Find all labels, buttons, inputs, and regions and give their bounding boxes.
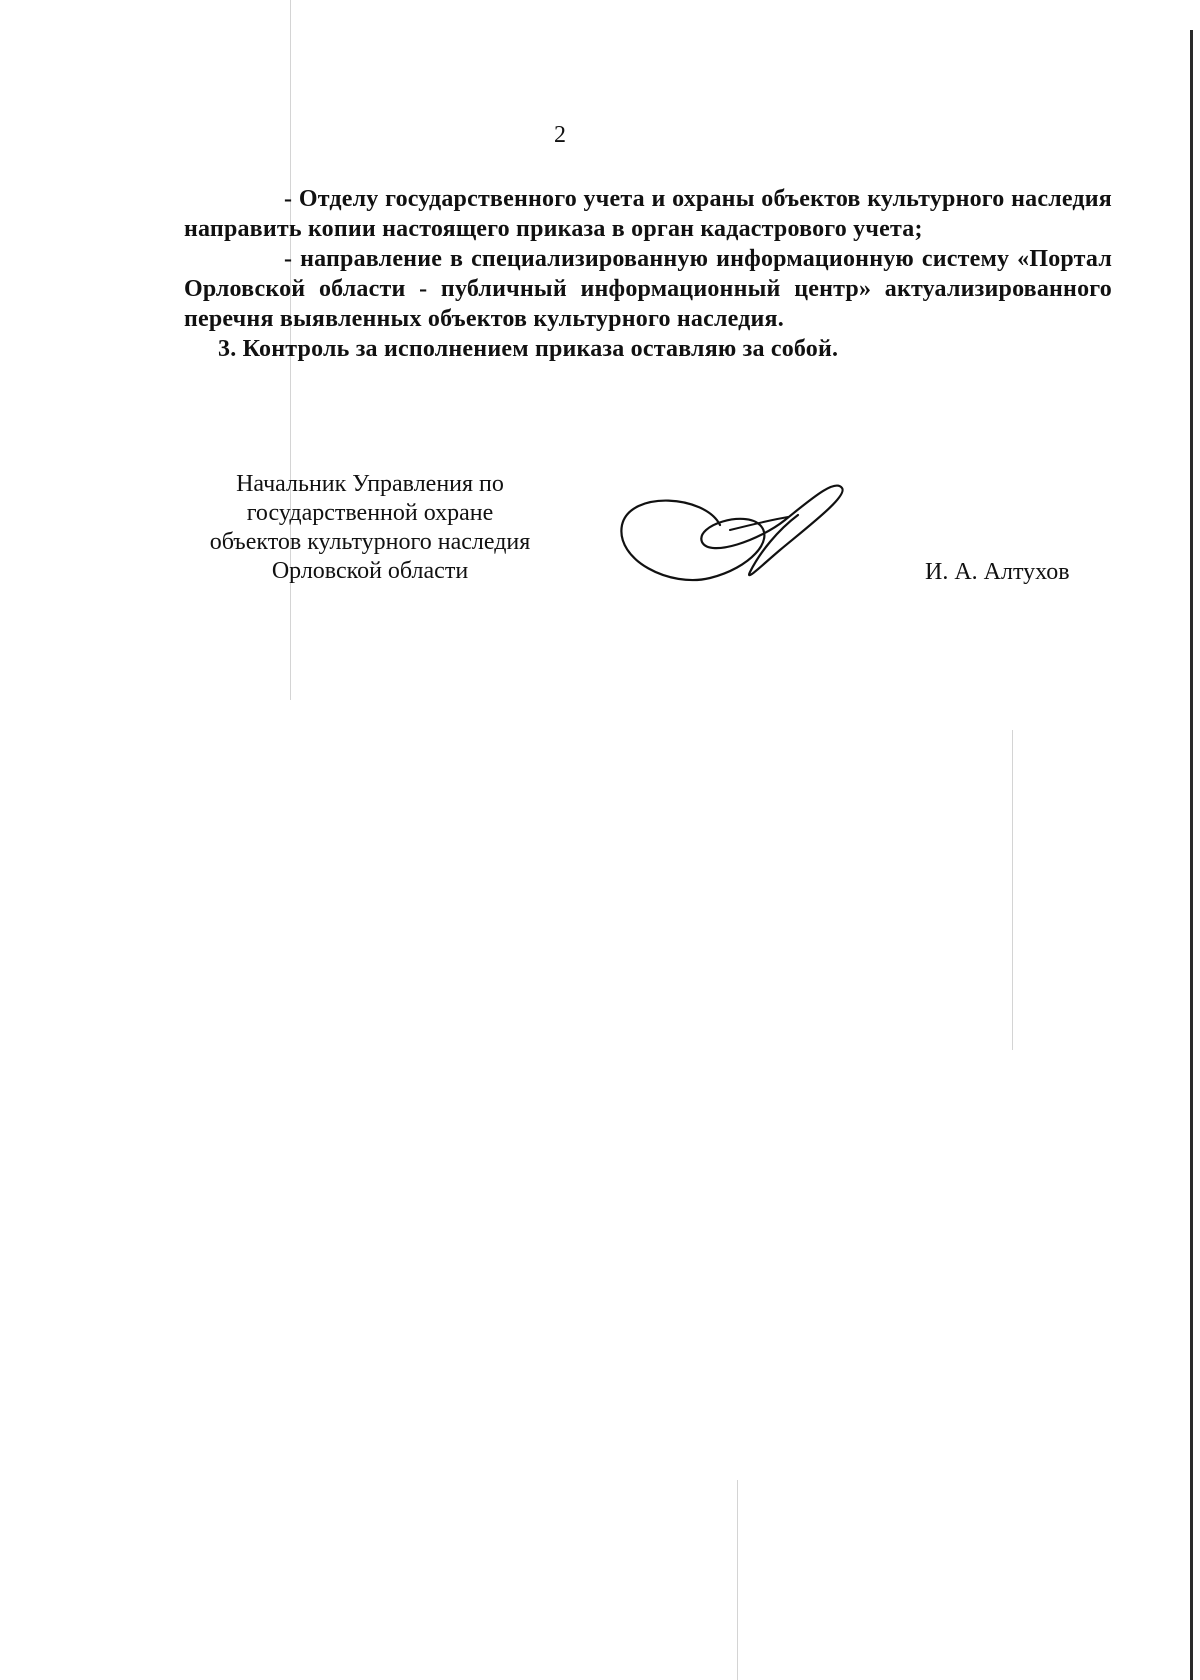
position-line: объектов культурного наследия: [209, 529, 531, 555]
position-line: Начальник Управления по: [236, 471, 504, 497]
scan-artifact-line: [1012, 730, 1013, 1050]
position-line: Орловской области: [271, 558, 469, 584]
page-number: 2: [554, 122, 566, 148]
paragraph-control: 3. Контроль за исполнением приказа оставляю за собой.: [218, 336, 839, 362]
scan-artifact-line: [737, 1480, 738, 1680]
signatory-name: И. А. Алтухов: [925, 559, 1070, 585]
scan-border: [1190, 30, 1193, 1680]
paragraph-portal-task: - направление в специализированную информационную систему «Портал Орловской области - публичный информационный центр» актуализированного перечня выявленных объектов культурного наследия.: [184, 246, 1112, 332]
position-line: государственной охране: [246, 500, 494, 526]
handwritten-signature: [610, 470, 860, 600]
document-body: [184, 184, 1112, 364]
signatory-position: [180, 470, 560, 586]
paragraph-department-task: - Отделу государственного учета и охраны объектов культурного наследия направить копии настоящего приказа в орган кадастрового учета;: [184, 186, 1112, 242]
